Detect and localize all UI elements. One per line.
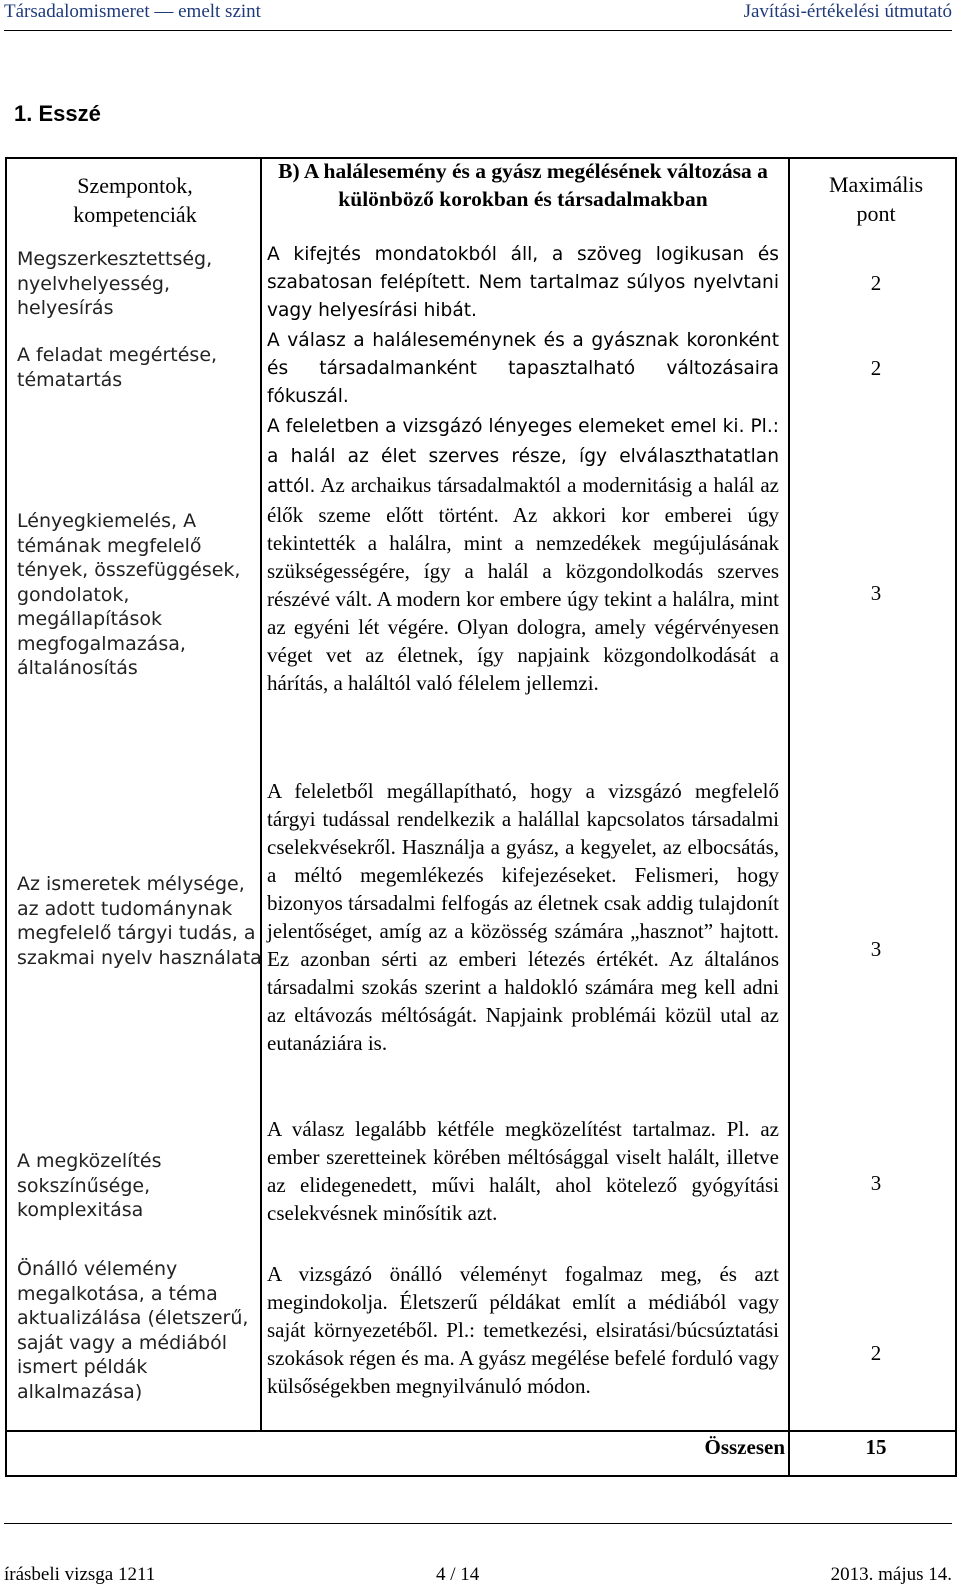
grid-line: [955, 157, 957, 1477]
description-text: Az archaikus társadalmaktól a modernitásig a halál az élők szeme előtt történt. Az akkori kor emberei úgy tekintették a halálra, mint a nemzedékek megújulásának szükségességére, így a halál a közgondolkodás szerves részévé vált. A modern kor embere úgy tekint a halálra, mint az egyéni lét végére. Olyan dologra, amely végérvényesen véget vet az életnek, így napjaink közgondolkodását a hárítás, a haláltól való félelem jellemzi.: [267, 473, 780, 695]
header-doc-type: Javítási-értékelési útmutató: [743, 1, 952, 22]
description-cell: A válasz legalább kétféle megközelítést tartalmaz. Pl. az ember szeretteinek körében méltósággal viselt halált, illetve az elidegenedett, művi halált, ahol kötelező gyógyítási cselekvésnek minősítik azt.: [267, 1117, 779, 1225]
grid-line: [788, 157, 790, 1477]
page-header: [4, 0, 952, 30]
description-cell: A vizsgázó önálló véleményt fogalmaz meg, és azt megindokolja. Életszerű példákat említ a médiából vagy saját környezetéből. Pl.: temetkezési, elsiratási/búcsúztatási szokások régen és ma. A gyász megélése befelé forduló vagy külsőségekben megnyilvánuló módon.: [267, 1262, 779, 1398]
description-cell: A feleletből megállapítható, hogy a vizsgázó megfelelő tárgyi tudással rendelkezik a halállal kapcsolatos társadalmi cselekvésekről. Használja a gyász, a kegyelet, az elbocsátás, a méltó megemlékezés kifejezéseket. Felismeri, hogy bizonyos társadalmi felfogás az életnek csak addig tulajdonít jelentőséget, amíg az a közösség számára „hasznot” hajtott. Ez azonban sérti az emberi létezés értékét. Az általános társadalmi szokás szerint a haldokló számára meg kell adni az eltávozás méltóságát. Napjaink problémái közül utal az eutanáziára is.: [267, 779, 779, 1055]
footer-exam-code: írásbeli vizsga 1211: [4, 1564, 156, 1585]
description-cell: A kifejtés mondatokból áll, a szöveg logikusan és szabatosan felépített. Nem tartalmaz súlyos nyelvtani vagy helyesírási hibát.: [267, 244, 779, 321]
total-value: 15: [865, 1435, 887, 1459]
column-header-max-points: Maximális pont: [828, 172, 924, 226]
header-rule: [4, 30, 952, 31]
footer-date: 2013. május 14.: [830, 1564, 952, 1585]
grid-line: [5, 157, 7, 1477]
scoring-table: [5, 157, 957, 1477]
criterion-cell: Az ismeretek mélysége, az adott tudománynak megfelelő tárgyi tudás, a szakmai nyelv használata: [17, 873, 262, 969]
column-header-topic: B) A halálesemény és a gyász megélésének változása a különböző korokban és társadalmakban: [278, 159, 768, 211]
total-label: Összesen: [704, 1435, 785, 1459]
criterion-cell: A feladat megértése, tématartás: [17, 344, 218, 391]
description-cell: [267, 411, 779, 697]
criterion-cell: Önálló vélemény megalkotása, a téma aktualizálása (életszerű, saját vagy a médiából ismert példák alkalmazása): [17, 1258, 249, 1403]
points-cell: 3: [870, 1171, 882, 1195]
description-text-intro: A feleletben a vizsgázó lényeges elemeket emel ki. Pl.: a halál az élet szerves része, így elválaszthatatlan attól.: [267, 416, 779, 497]
criterion-cell: Lényegkiemelés, A témának megfelelő tények, összefüggések, gondolatok, megállapítások megfogalmazása, általánosítás: [17, 510, 241, 679]
points-cell: 2: [870, 1341, 882, 1365]
footer-page-number: 4 / 14: [436, 1564, 480, 1585]
grid-line: [5, 1430, 957, 1432]
points-cell: 3: [870, 581, 882, 605]
points-cell: 3: [870, 937, 882, 961]
footer-rule: [4, 1523, 952, 1524]
points-cell: 2: [870, 356, 882, 380]
points-cell: 2: [870, 271, 882, 295]
header-subject: Társadalomismeret — emelt szint: [4, 1, 261, 22]
criterion-cell: A megközelítés sokszínűsége, komplexitása: [17, 1150, 162, 1221]
column-header-criteria: Szempontok, kompetenciák: [73, 173, 197, 227]
grid-line: [5, 1475, 957, 1477]
section-title: 1. Esszé: [14, 101, 101, 126]
description-cell: A válasz a haláleseménynek és a gyásznak koronként és társadalmanként tapasztalható változásaira fókuszál.: [267, 330, 779, 407]
criterion-cell: Megszerkesztettség, nyelvhelyesség, helyesírás: [17, 248, 213, 319]
